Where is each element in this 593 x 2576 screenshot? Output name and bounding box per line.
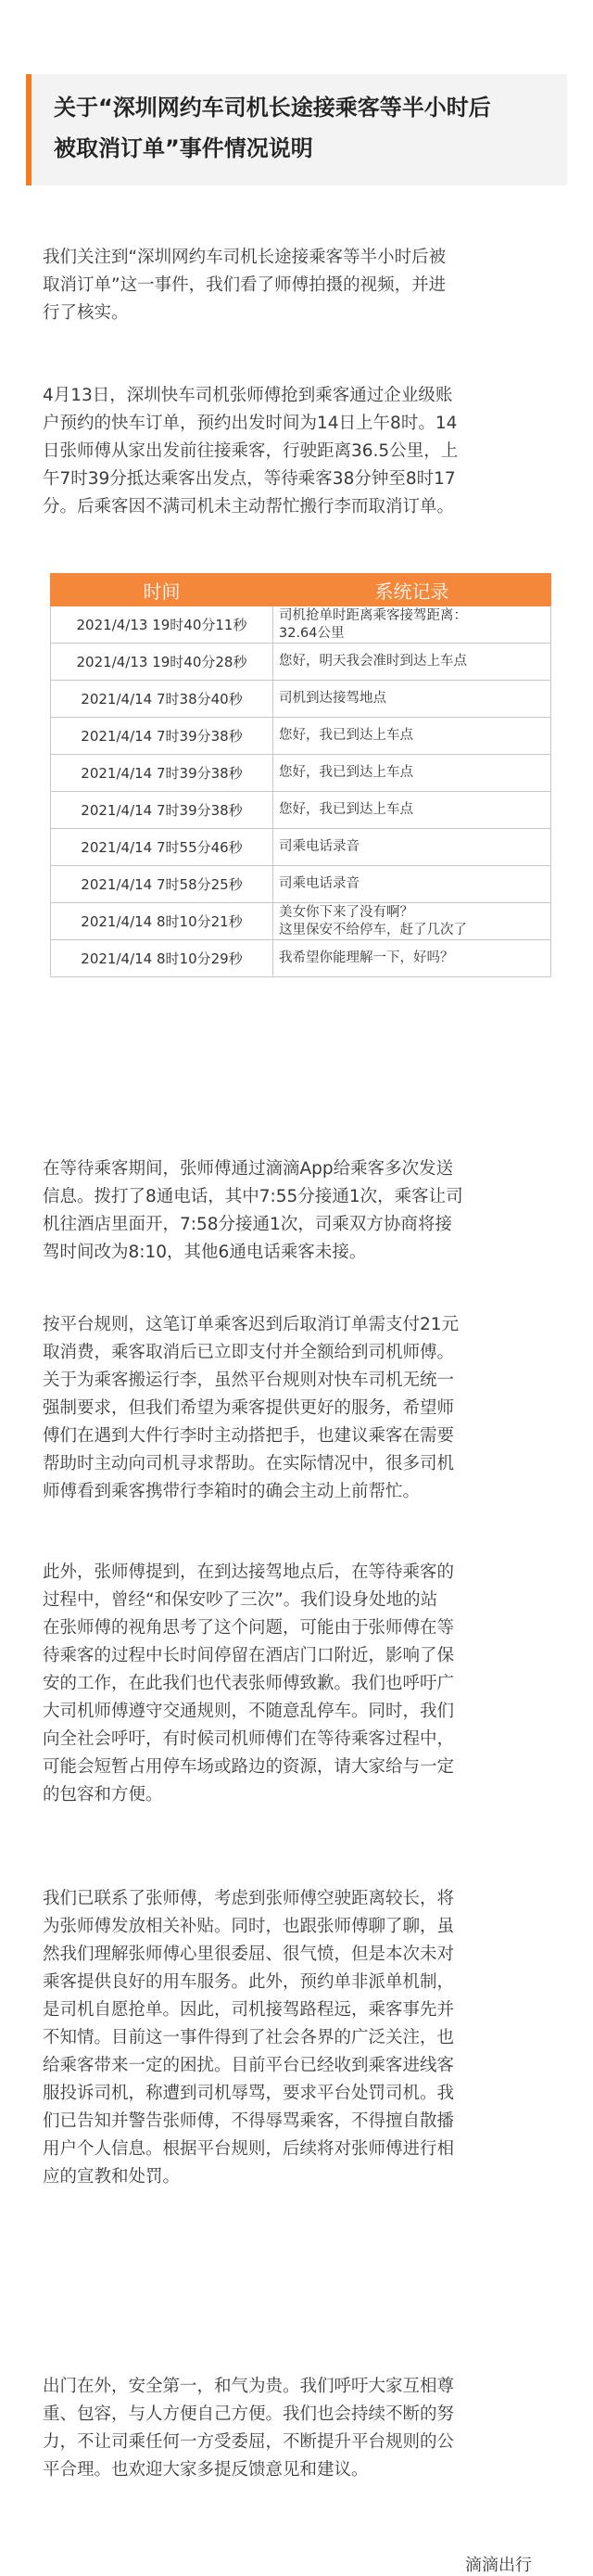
- cell-time: 2021/4/14 7时39分38秒: [51, 792, 273, 829]
- text-line: 取消订单”这一事件，我们看了师傅拍摄的视频，并进: [43, 275, 447, 295]
- text-line: 帮助时主动向司机寻求帮助。在实际情况中，很多司机: [43, 1454, 455, 1473]
- cell-time: 2021/4/14 7时39分38秒: [51, 755, 273, 792]
- text-line: 机往酒店里面开，7:58分接通1次，司乘双方协商将接: [43, 1215, 452, 1234]
- cell-record: 我希望你能理解一下，好吗？: [273, 940, 551, 977]
- cell-record: 司机到达接驾地点: [273, 681, 551, 718]
- table-row: [51, 718, 551, 755]
- text-line: 4月13日，深圳快车司机张师傅抢到乘客通过企业级账: [43, 386, 453, 405]
- cell-record: 司乘电话录音: [273, 866, 551, 903]
- text-line: 为张师傅发放相关补贴。同时，也跟张师傅聊了聊，虽: [43, 1917, 455, 1936]
- text-line: 重、包容，与人方便自己方便。我们也会持续不断的努: [43, 2404, 455, 2424]
- text-line: 分。后乘客因不满司机未主动帮忙搬行李而取消订单。: [43, 497, 455, 516]
- text-line: 可能会短暂占用停车场或路边的资源，请大家给与一定: [43, 1757, 455, 1777]
- text-line: 户预约的快车订单，预约出发时间为14日上午8时。14: [43, 414, 458, 433]
- text-line: 在张师傅的视角思考了这个问题，可能由于张师傅在等: [43, 1618, 455, 1638]
- cell-time: 2021/4/14 7时58分25秒: [51, 866, 273, 903]
- cell-record: 美女你下来了没有啊？ 这里保安不给停车，赶了几次了: [273, 903, 551, 940]
- text-line: 待乘客的过程中长时间停留在酒店门口附近，影响了保: [43, 1646, 455, 1665]
- text-line: 驾时间改为8:10，其他6通电话乘客未接。: [43, 1243, 367, 1262]
- table-row: [51, 792, 551, 829]
- text-line: 过程中，曾经“和保安吵了三次”。我们设身处地的站: [43, 1590, 438, 1610]
- table-row: [51, 606, 551, 644]
- text-line: 关于为乘客搬运行李，虽然平台规则对快车司机无统一: [43, 1371, 455, 1390]
- cell-record: 司机抢单时距离乘客接驾距离： 32.64公里: [273, 606, 551, 644]
- paragraph-security: [43, 1559, 569, 1809]
- paragraph-timeline: [43, 382, 569, 521]
- table-row: [51, 940, 551, 977]
- text-line: 用户个人信息。根据平台规则，后续将对张师傅进行相: [43, 2139, 455, 2159]
- text-line: 大司机师傅遵守交通规则，不随意乱停车。同时，我们: [43, 1702, 455, 1721]
- text-line: 安的工作，在此我们也代表张师傅致歉。我们也呼吁广: [43, 1674, 455, 1693]
- title-line-2: 被取消订单”事件情况说明: [54, 135, 313, 161]
- paragraph-rules: [43, 1311, 569, 1506]
- cell-time: 2021/4/14 7时38分40秒: [51, 681, 273, 718]
- text-line: 乘客提供良好的用车服务。此外，预约单非派单机制，: [43, 1972, 455, 1992]
- title-box: [26, 74, 567, 185]
- signature: 滴滴出行: [465, 2556, 532, 2575]
- text-line: 我们已联系了张师傅，考虑到张师傅空驶距离较长，将: [43, 1889, 455, 1908]
- cell-record: 司乘电话录音: [273, 829, 551, 866]
- cell-record: 您好，我已到达上车点: [273, 792, 551, 829]
- table-header-record: 系统记录: [273, 574, 551, 606]
- text-line: 行了核实。: [43, 303, 129, 323]
- table-row: [51, 755, 551, 792]
- cell-record: 您好，我已到达上车点: [273, 718, 551, 755]
- cell-time: 2021/4/14 7时55分46秒: [51, 829, 273, 866]
- paragraph-closing: [43, 2373, 569, 2484]
- text-line: 午7时39分抵达乘客出发点，等待乘客38分钟至8时17: [43, 469, 456, 489]
- text-line: 我们关注到“深圳网约车司机长途接乘客等半小时后被: [43, 248, 447, 267]
- table-header-time: 时间: [51, 574, 273, 606]
- cell-time: 2021/4/14 7时39分38秒: [51, 718, 273, 755]
- cell-time: 2021/4/14 8时10分29秒: [51, 940, 273, 977]
- table-row: [51, 903, 551, 940]
- text-line: 们已告知并警告张师傅，不得辱骂乘客，不得擅自散播: [43, 2111, 455, 2131]
- text-line: 平合理。也欢迎大家多提反馈意见和建议。: [43, 2460, 369, 2480]
- table-row: [51, 829, 551, 866]
- text-line: 此外，张师傅提到，在到达接驾地点后，在等待乘客的: [43, 1562, 455, 1582]
- system-record-table: [50, 573, 550, 977]
- cell-time: 2021/4/14 8时10分21秒: [51, 903, 273, 940]
- text-line: 力，不让司乘任何一方受委屈，不断提升平台规则的公: [43, 2432, 455, 2452]
- text-line: 按平台规则，这笔订单乘客迟到后取消订单需支付21元: [43, 1315, 460, 1334]
- text-line: 在等待乘客期间，张师傅通过滴滴App给乘客多次发送: [43, 1159, 454, 1179]
- text-line: 向全社会呼吁，有时候司机师傅们在等待乘客过程中，: [43, 1729, 455, 1749]
- text-line: 强制要求，但我们希望为乘客提供更好的服务，希望师: [43, 1398, 455, 1418]
- cell-time: 2021/4/13 19时40分11秒: [51, 606, 273, 644]
- text-line: 应的宣教和处罚。: [43, 2167, 181, 2187]
- text-line: 服投诉司机，称遭到司机辱骂，要求平台处罚司机。我: [43, 2084, 455, 2103]
- paragraph-calls: [43, 1155, 569, 1267]
- text-line: 信息。拨打了8通电话，其中7:55分接通1次，乘客让司: [43, 1187, 463, 1206]
- text-line: 然我们理解张师傅心里很委屈、很气愤，但是本次未对: [43, 1945, 455, 1964]
- cell-record: 您好，明天我会准时到达上车点: [273, 644, 551, 681]
- text-line: 日张师傅从家出发前往接乘客，行驶距离36.5公里，上: [43, 441, 459, 461]
- paragraph-intro: [43, 244, 569, 327]
- text-line: 师傅看到乘客携带行李箱时的确会主动上前帮忙。: [43, 1482, 421, 1501]
- cell-time: 2021/4/13 19时40分28秒: [51, 644, 273, 681]
- text-line: 是司机自愿抢单。因此，司机接驾路程远，乘客事先并: [43, 2000, 455, 2020]
- text-line: 傅们在遇到大件行李时主动搭把手，也建议乘客在需要: [43, 1426, 455, 1446]
- text-line: 不知情。目前这一事件得到了社会各界的广泛关注，也: [43, 2028, 455, 2047]
- cell-record: 您好，我已到达上车点: [273, 755, 551, 792]
- paragraph-followup: [43, 1885, 569, 2191]
- text-line: 出门在外，安全第一，和气为贵。我们呼吁大家互相尊: [43, 2377, 455, 2396]
- table-row: [51, 644, 551, 681]
- text-line: 给乘客带来一定的困扰。目前平台已经收到乘客进线客: [43, 2056, 455, 2075]
- title-line-1: 关于“深圳网约车司机长途接乘客等半小时后: [54, 95, 491, 121]
- text-line: 取消费，乘客取消后已立即支付并全额给到司机师傅。: [43, 1343, 455, 1362]
- table-row: [51, 866, 551, 903]
- text-line: 的包容和方便。: [43, 1785, 163, 1804]
- table-row: [51, 681, 551, 718]
